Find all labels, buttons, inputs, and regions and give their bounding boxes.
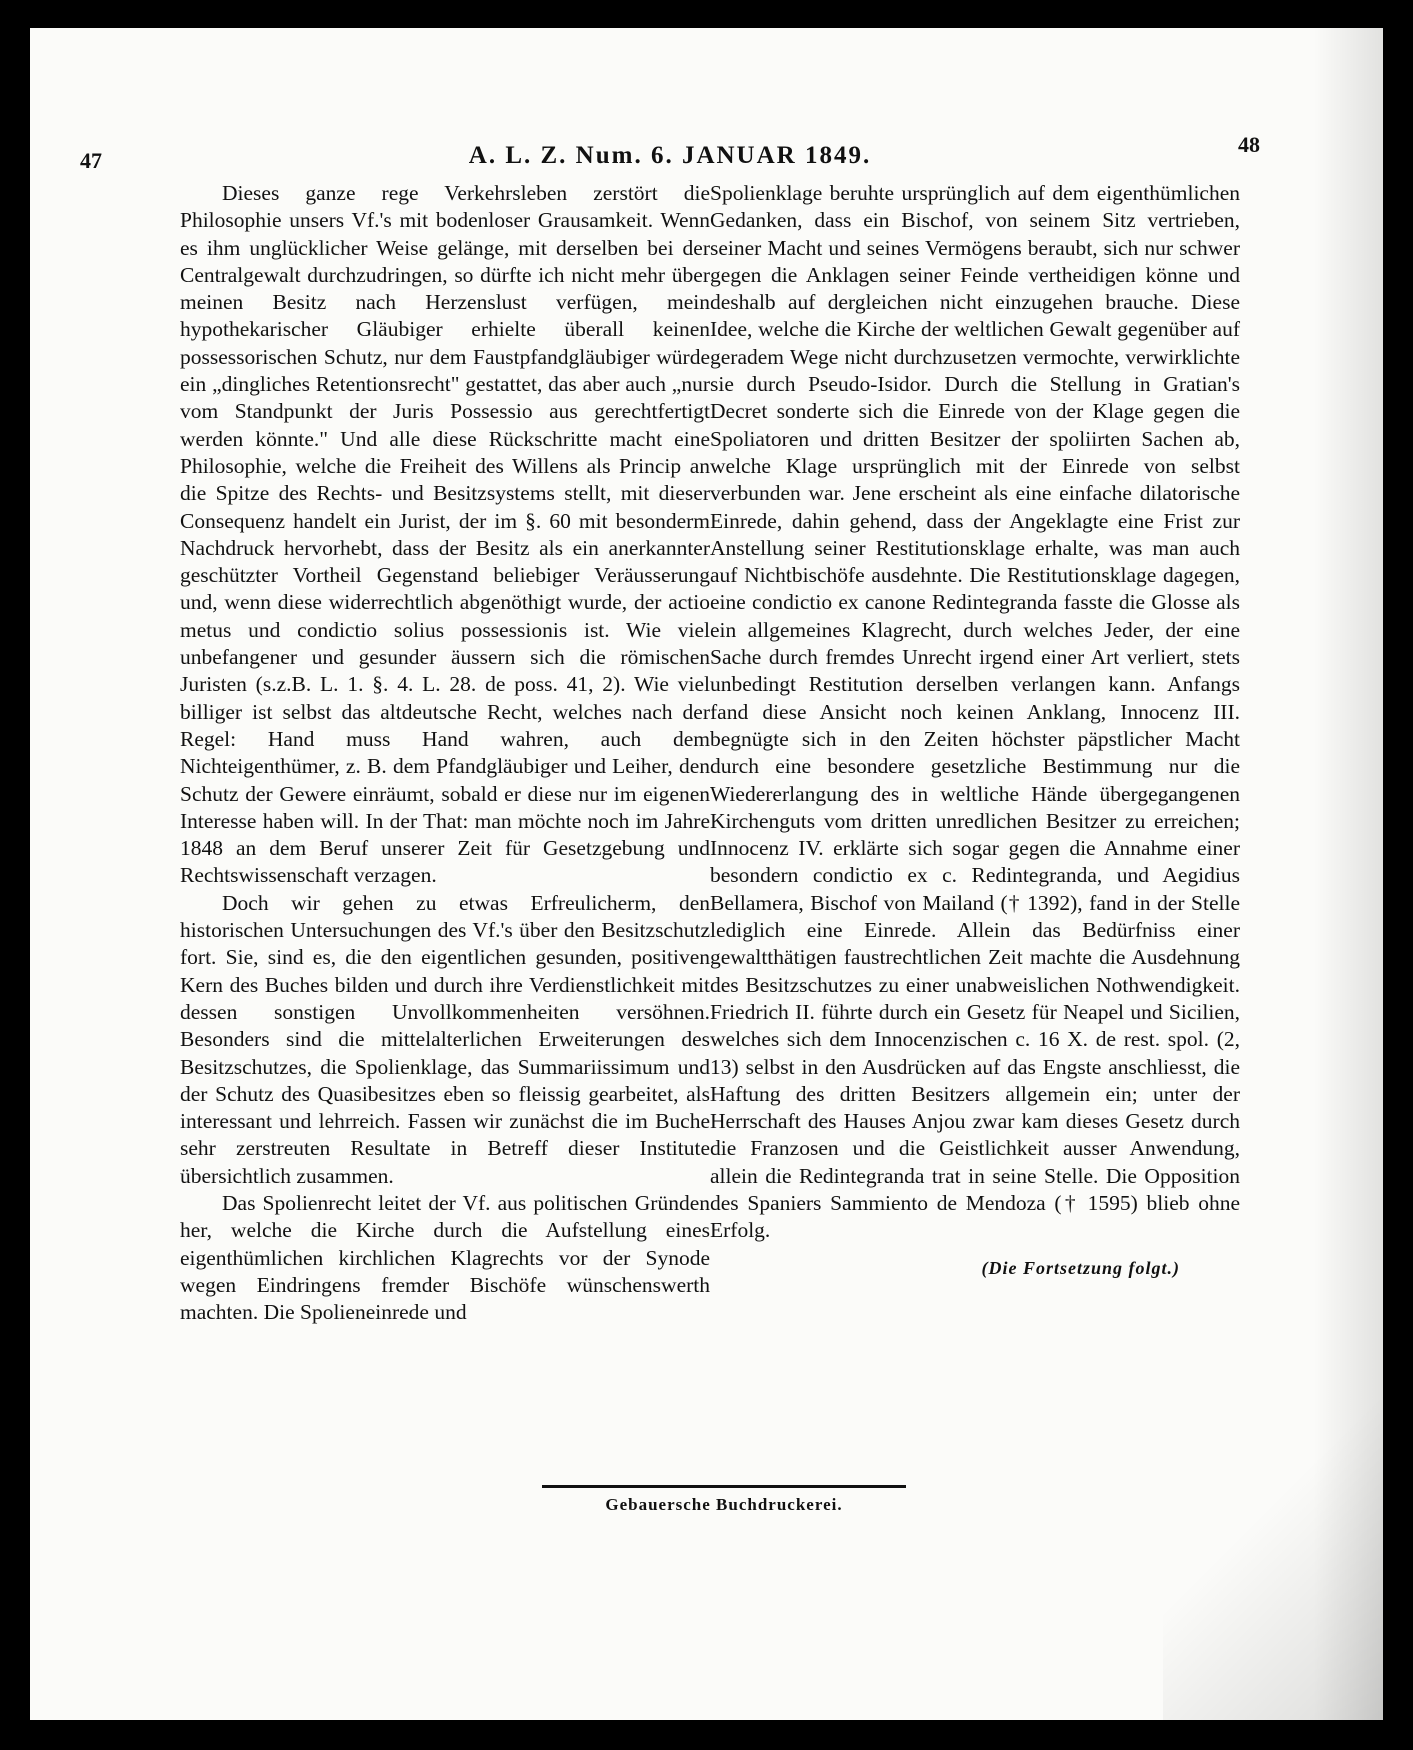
running-title: A. L. Z. Num. 6. JANUAR 1849. — [468, 142, 872, 169]
right-paragraph-1: Spolienklage beruhte ursprünglich auf dem eigenthümlichen Gedanken, dass ein Bischof, von seinem Sitz vertrieben, seiner Macht und seines Vermögens beraubt, sich nur schwer gegen die Anklagen seiner Feinde vertheidigen könne und deshalb auf dergleichen nicht einzugehen brauche. Diese Idee, welche die Kirche der weltlichen Gewalt gegenüber auf geradem Wege nicht durchzusetzen vermochte, verwirklichte sie durch Pseudo-Isidor. Durch die Stellung in Gratian's Decret sonderte sich die Einrede von der Klage gegen die Spoliatoren und dritten Besitzer der spoliirten Sachen ab, welche Klage ursprünglich mit der Einrede von selbst verbunden war. Jene erscheint als eine einfache dilatorische Einrede, dahin gehend, dass der Angeklagte eine Frist zur Anstellung seiner Restitutionsklage erhalte, was man auch auf Nichtbischöfe ausdehnte. Die Restitutionsklage dagegen, eine condictio ex canone Redintegranda fasste die Glosse als ein allgemeines Klagrecht, durch welches Jeder, der eine Sache durch fremdes Unrecht irgend einer Art verliert, stets unbedingt Restitution derselben verlangen kann. Anfangs fand diese Ansicht noch keinen Anklang, Innocenz III. begnügte sich in den Zeiten höchster päpstlicher Macht durch eine besondere gesetzliche Bestimmung nur die Wiedererlangung des in weltliche Hände übergegangenen Kirchenguts vom dritten unredlichen Besitzer zu erreichen; Innocenz IV. erklärte sich sogar gegen die Annahme einer besondern condictio ex c. Redintegranda, und Aegidius Bellamera, Bischof von Mailand († 1392), fand in der Stelle lediglich eine Einrede. Allein das Bedürfniss einer gewaltthätigen faustrechtlichen Zeit machte die Ausdehnung des Besitzschutzes zu einer unabweislichen Nothwendigkeit. Friedrich II. führte durch ein Gesetz für Neapel und Sicilien, welches sich dem Innocenzischen c. 16 X. de rest. spol. (2, 13) selbst in den Ausdrücken auf das Engste anschliesst, die Haftung des dritten Besitzers allgemein ein; unter der Herrschaft des Hauses Anjou zwar kam dieses Gesetz durch die Franzosen und die Geistlichkeit ausser Anwendung, allein die Redintegranda trat in seine Stelle. Die Opposition des Spaniers Sammiento de Mendoza († 1595) blieb ohne Erfolg. — [710, 181, 1240, 1243]
printer-imprint: Gebauersche Buchdruckerei. — [605, 1495, 843, 1514]
page-number-right: 48 — [1238, 132, 1260, 157]
right-column — [710, 180, 1240, 1282]
continuation-note: (Die Fortsetzung folgt.) — [981, 1257, 1180, 1278]
page-corner-shadow — [1163, 1390, 1383, 1720]
footer-rule — [542, 1485, 906, 1488]
page-header — [80, 132, 1260, 172]
scanned-page — [30, 28, 1383, 1720]
left-paragraph-1: Dieses ganze rege Verkehrsleben zerstört die Philosophie unsers Vf.'s mit bodenloser Grausamkeit. Wenn es ihm unglücklicher Weise gelänge, mit derselben bei der Centralgewalt durchzudringen, so dürfte ich nicht mehr über meinen Besitz nach Herzenslust verfügen, mein hypothekarischer Gläubiger erhielte überall keinen possessorischen Schutz, nur dem Faustpfandgläubiger würde ein „dingliches Retentionsrecht" gestattet, das aber auch „nur vom Standpunkt der Juris Possessio aus gerechtfertigt werden könnte." Und alle diese Rückschritte macht eine Philosophie, welche die Freiheit des Willens als Princip an die Spitze des Rechts- und Besitzsystems stellt, mit dieser Consequenz handelt ein Jurist, der im §. 60 mit besonderm Nachdruck hervorhebt, dass der Besitz als ein anerkannter geschützter Vortheil Gegenstand beliebiger Veräusserung und, wenn diese widerrechtlich abgenöthigt wurde, der actio metus und condictio solius possessionis ist. Wie viel unbefangener und gesunder äussern sich die römischen Juristen (s.z.B. L. 1. §. 4. L. 28. de poss. 41, 2). Wie viel billiger ist selbst das altdeutsche Recht, welches nach der Regel: Hand muss Hand wahren, auch dem Nichteigenthümer, z. B. dem Pfandgläubiger und Leiher, den Schutz der Gewere einräumt, sobald er diese nur im eigenen Interesse haben will. In der That: man möchte noch im Jahre 1848 an dem Beruf unserer Zeit für Gesetzgebung und Rechtswissenschaft verzagen. — [180, 181, 710, 888]
left-paragraph-2: Doch wir gehen zu etwas Erfreulicherm, den historischen Untersuchungen des Vf.'s über den Besitzschutz fort. Sie, sind es, die den eigentlichen gesunden, positiven Kern des Buches bilden und durch ihre Verdienstlichkeit mit dessen sonstigen Unvollkommenheiten versöhnen. Besonders sind die mittelalterlichen Erweiterungen des Besitzschutzes, die Spolienklage, das Summariissimum und der Schutz des Quasibesitzes eben so fleissig gearbeitet, als interessant und lehrreich. Fassen wir zunächst die im Buche sehr zerstreuten Resultate in Betreff dieser Institute übersichtlich zusammen. — [180, 890, 710, 1188]
left-column — [180, 180, 710, 1326]
left-paragraph-3: Das Spolienrecht leitet der Vf. aus politischen Gründen her, welche die Kirche durch die Aufstellung eines eigenthümlichen kirchlichen Klagrechts vor der Synode wegen Eindringens fremder Bischöfe wünschenswerth machten. Die Spolieneinrede und — [180, 1190, 710, 1325]
page-number-left: 47 — [80, 148, 102, 173]
